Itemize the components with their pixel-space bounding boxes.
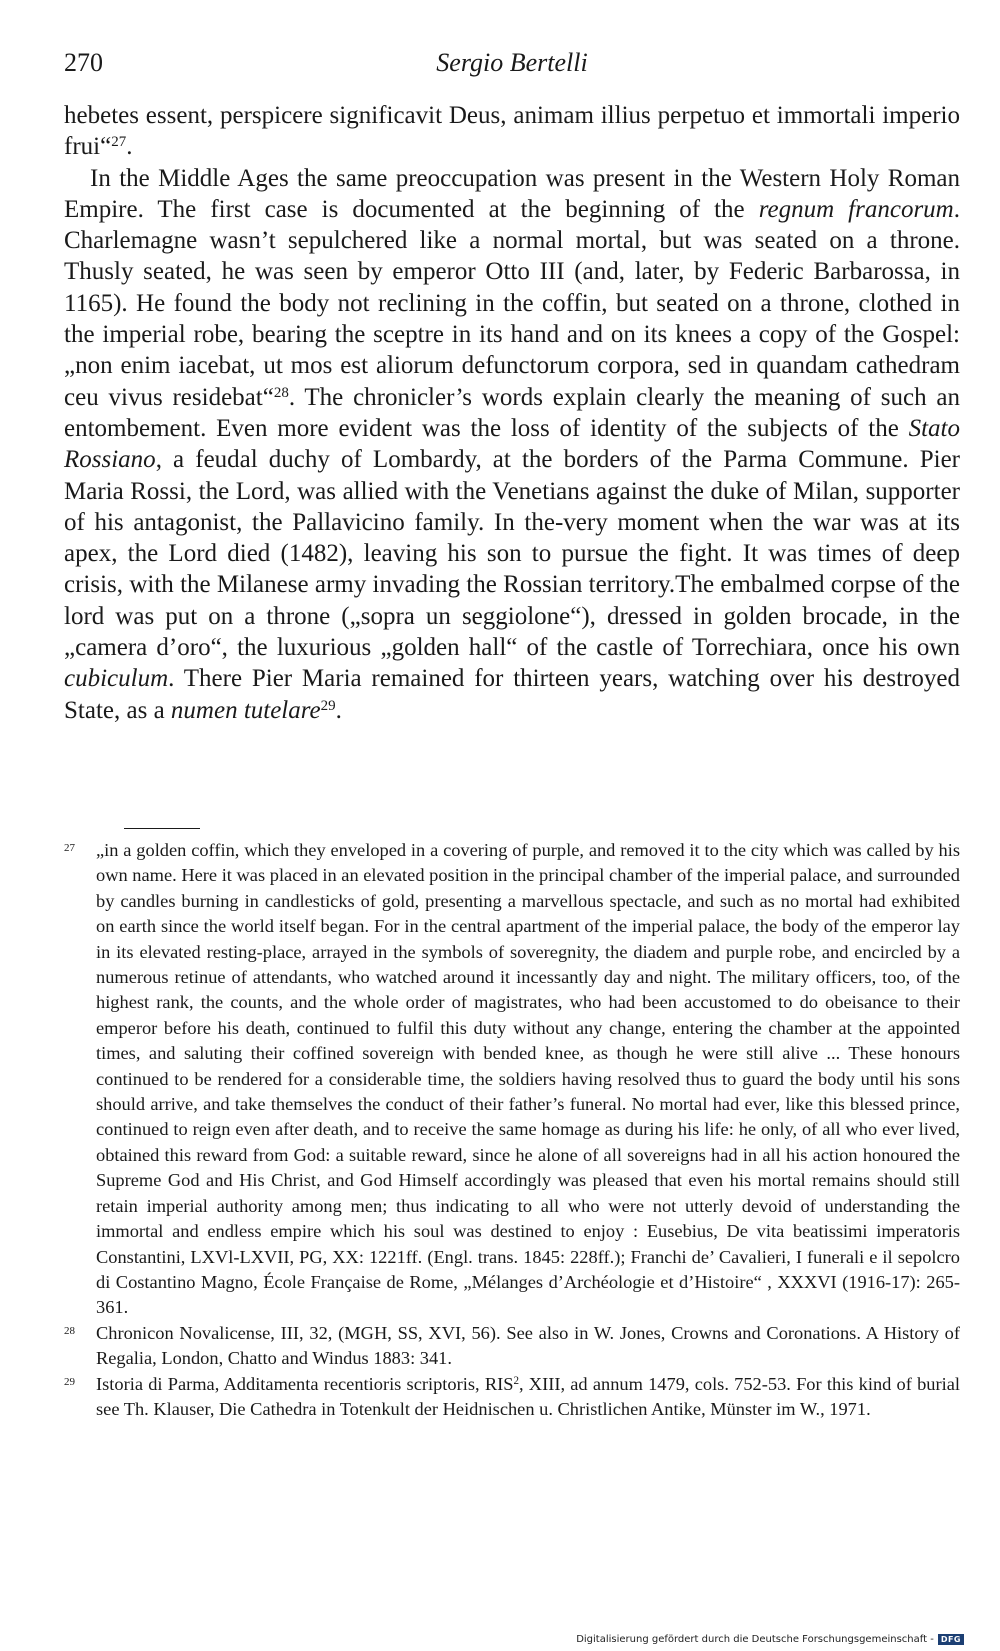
paragraph-text: hebetes essent, perspicere significavit Deus, animam illius perpetuo et immortali imperio frui“ xyxy=(64,102,960,161)
footnote-text: , XIII, ad annum 1479, cols. 752-53. For this kind of burial see Th. Klauser, Die Cathedra in Totenkult der Heidnischen u. Christlichen Antike, Münster im W., 1971. xyxy=(96,1373,960,1419)
digitization-credit xyxy=(576,1634,964,1645)
footnote-mark: 27 xyxy=(64,842,75,854)
paragraph-text: . The chronicler’s words explain clearly the meaning of such an entombement. Even more evident was the loss of identity of the subjects of the xyxy=(64,383,961,442)
paragraph-text: . Charlemagne wasn’t sepulchered like a normal mortal, but was seated on a throne. Thusly seated, he was seen by emperor Otto III (and, later, by Federic Barbarossa, in 1165). He found the body not reclining in the coffin, but seated on a throne, clothed in the imperial robe, bearing the sceptre in its hand and on its knees a copy of the Gospel: „non enim iacebat, ut mos est aliorum defunctorum corpora, sed in quandam cathedram ceu vivus residebat“ xyxy=(64,195,960,411)
footnote-text: Chronicon Novalicense, III, 32, (MGH, SS, XVI, 56). See also in W. Jones, Crowns and Coronations. A History of Regalia, London, Chatto and Windus 1883: 341. xyxy=(96,1322,960,1369)
footnote-29 xyxy=(64,1372,960,1423)
main-text xyxy=(64,100,960,726)
paragraph-text: . xyxy=(335,696,342,724)
italic-term: cubiculum xyxy=(64,665,169,693)
dfg-logo: DFG xyxy=(938,1634,964,1645)
footnote-mark: 28 xyxy=(64,1324,75,1337)
page-number: 270 xyxy=(64,48,103,77)
paragraph-1 xyxy=(64,100,960,163)
footnote-divider xyxy=(124,828,200,829)
footnote-superscript: 2 xyxy=(513,1374,519,1387)
footnote-27 xyxy=(64,838,960,1321)
footnote-mark: 29 xyxy=(64,1375,75,1388)
italic-term: Stato Rossiano xyxy=(64,414,960,474)
paragraph-text: . xyxy=(126,133,133,161)
footnote-28 xyxy=(64,1321,960,1372)
credit-text: Digitalisierung gefördert durch die Deutsche Forschungsgemeinschaft - xyxy=(576,1634,934,1645)
footnote-ref-29: 29 xyxy=(320,697,336,714)
footnote-ref-27: 27 xyxy=(111,134,127,151)
italic-term: numen tutelare xyxy=(170,696,321,724)
footnotes xyxy=(64,838,960,1422)
paragraph-text: In the Middle Ages the same preoccupation was present in the Western Holy Roman Empire. The first case is documented at the beginning of the xyxy=(64,164,960,223)
page-header xyxy=(64,48,960,84)
footnote-ref-28: 28 xyxy=(273,384,289,401)
footnote-text: Istoria di Parma, Additamenta recentioris scriptoris, RIS xyxy=(96,1373,514,1394)
italic-term: regnum francorum xyxy=(758,195,954,223)
footnote-text: „in a golden coffin, which they enveloped in a covering of purple, and removed it to the city which was called by his own name. Here it was placed in an elevated position in the principal chamber of the imperial palace, and surrounded by candles burning in candlesticks of gold, presenting a marvellous spectacle, and such as no mortal had exhibited on earth since the world itself began. For in the central apartment of the imperial palace, the body of the emperor lay in its elevated resting-place, arrayed in the symbols of soveregnity, the diadem and purple robe, and encircled by a numerous retinue of attendants, who watched around it incessantly day and night. The military officers, too, of the highest rank, the counts, and the whole order of magistrates, who had been accustomed to do obeisance to their emperor before his death, continued to fulfil this duty without any change, entering the chamber at the appointed times, and saluting their coffined sovereign with bended knee, as though he were still alive ... These honours continued to be rendered for a considerable time, the soldiers having resolved thus to guard the body until his sons should arrive, and take themselves the conduct of their father’s funeral. No mortal had ever, like this blessed prince, continued to reign even after death, and to receive the same homage as during his life: he only, of all who ever lived, obtained this reward from God: a suitable reward, since he alone of all sovereigns had in all his action honoured the Supreme God and His Christ, and God Himself accordingly was pleased that even his mortal remains should still retain imperial authority among men; thus indicating to all who were not utterly devoid of understanding the immortal and endless empire which his soul was destined to enjoy : Eusebius, De vita beatissimi imperatoris Constantini, LXVl-LXVII, PG, XX: 1221ff. (Engl. trans. 1845: 228ff.); Franchi de’ Cavalieri, I funerali e il sepolcro di Costantino Magno, École Française de Rome, „Mélanges d’Archéologie et d’Histoire“ , XXXVI (1916-17): 265-361. xyxy=(96,840,960,1318)
paragraph-2 xyxy=(64,163,960,726)
running-head: Sergio Bertelli xyxy=(436,48,588,77)
paragraph-text: , a feudal duchy of Lombardy, at the borders of the Parma Commune. Pier Maria Rossi, the Lord, was allied with the Venetians against the duke of Milan, supporter of his antagonist, the Pallavicino family. In the-very moment when the war was at its apex, the Lord died (1482), leaving his son to pursue the fight. It was times of deep crisis, with the Milanese army invading the Rossian territory.The embalmed corpse of the lord was put on a throne („sopra un seggiolone“), dressed in golden brocade, in the „camera d’oro“, the luxurious „golden hall“ of the castle of Torrechiara, once his own xyxy=(64,446,960,662)
paragraph-text: . There Pier Maria remained for thirteen years, watching over his destroyed State, as a xyxy=(64,665,960,724)
